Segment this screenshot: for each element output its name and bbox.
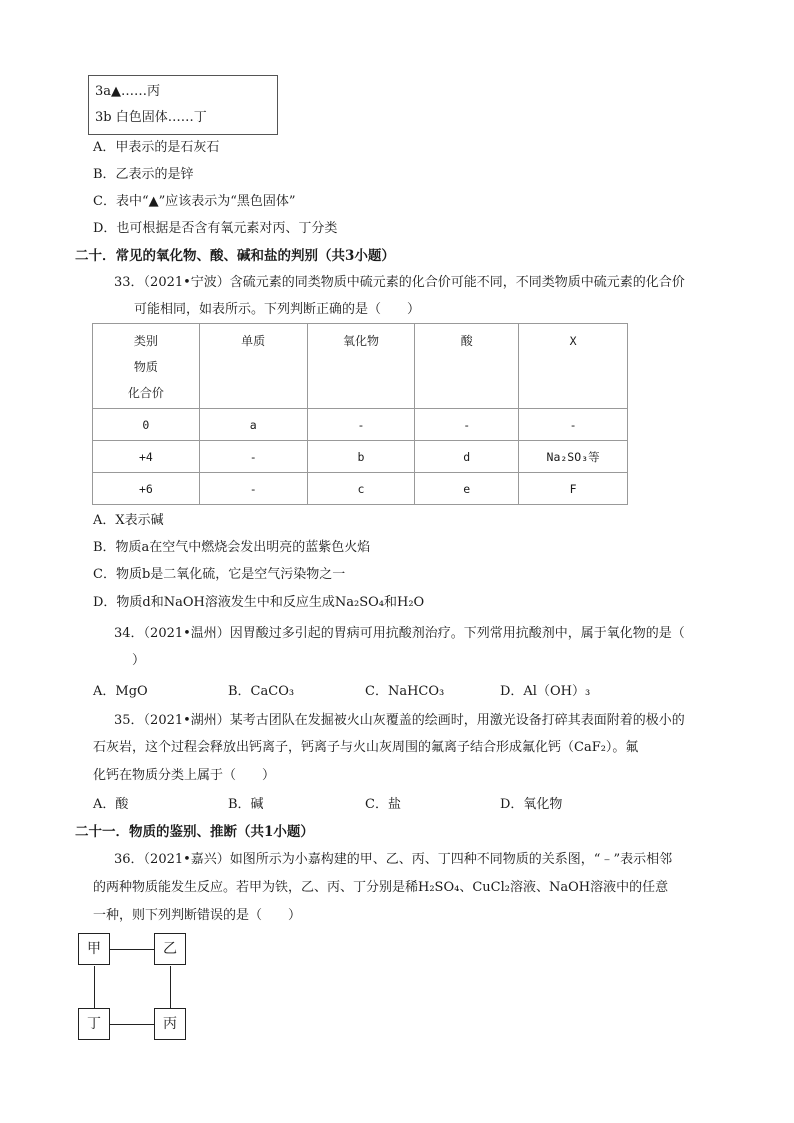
link-yi-bing — [170, 966, 171, 1008]
q35-stem-line1: 35．（2021•湖州）某考古团队在发掘被火山灰覆盖的绘画时，用激光设备打碎其表面附着的极小的 — [114, 713, 685, 728]
q32-option-d: D．也可根据是否含有氧元素对丙、丁分类 — [93, 221, 338, 236]
section-20-heading: 二十．常见的氧化物、酸、碱和盐的判别（共3小题） — [75, 248, 395, 264]
sulfur-valence-table — [92, 323, 628, 505]
q33-option-c: C．物质b是二氧化硫，它是空气污染物之一 — [93, 567, 346, 582]
table-row — [93, 441, 628, 473]
q36-stem-line3: 一种，则下列判断错误的是（ ） — [93, 908, 302, 923]
q35-option-d: D．氧化物 — [500, 797, 563, 812]
section-21-heading: 二十一．物质的鉴别、推断（共1小题） — [75, 824, 314, 840]
q34-stem-line2: ） — [132, 653, 146, 668]
table-cell: 0 — [93, 409, 200, 441]
node-yi: 乙 — [154, 933, 186, 965]
table-cell: - — [519, 409, 628, 441]
corner-label-substance: 物质 — [133, 360, 158, 374]
link-jia-ding — [94, 966, 95, 1008]
q34-option-a: A．MgO — [93, 684, 148, 699]
q35-option-c: C．盐 — [365, 797, 401, 812]
q33-option-b: B．物质a在空气中燃烧会发出明亮的蓝紫色火焰 — [93, 540, 371, 555]
table-cell: +6 — [93, 473, 200, 505]
q32-option-a: A．甲表示的是石灰石 — [93, 140, 220, 155]
header-acid: 酸 — [415, 324, 519, 409]
link-ding-bing — [110, 1024, 154, 1025]
key-line-3a: 3a▲……丙 — [95, 84, 161, 99]
header-oxide: 氧化物 — [307, 324, 415, 409]
q35-stem-line2: 石灰岩，这个过程会释放出钙离子，钙离子与火山灰周围的氟离子结合形成氟化钙（CaF₂）。氟 — [93, 740, 639, 755]
link-jia-yi — [110, 949, 154, 950]
header-x: X — [519, 324, 628, 409]
table-cell: +4 — [93, 441, 200, 473]
table-cell: - — [307, 409, 415, 441]
table-cell: - — [199, 473, 307, 505]
q33-stem-line1: 33．（2021•宁波）含硫元素的同类物质中硫元素的化合价可能不同，不同类物质中硫元素的化合价 — [114, 275, 685, 290]
q34-option-d: D．Al（OH）₃ — [500, 684, 591, 699]
node-ding: 丁 — [78, 1008, 110, 1040]
table-cell: a — [199, 409, 307, 441]
key-table-fragment — [88, 75, 278, 135]
q34-stem-line1: 34．（2021•温州）因胃酸过多引起的胃病可用抗酸剂治疗。下列常用抗酸剂中，属于氧化物的是（ — [114, 626, 685, 641]
table-cell: - — [199, 441, 307, 473]
table-row — [93, 473, 628, 505]
q35-option-b: B．碱 — [228, 797, 264, 812]
table-cell: e — [415, 473, 519, 505]
corner-label-category: 类别 — [133, 334, 158, 348]
q36-stem-line2: 的两种物质能发生反应。若甲为铁，乙、丙、丁分别是稀H₂SO₄、CuCl₂溶液、NaOH溶液中的任意 — [93, 880, 669, 895]
table-corner-header — [93, 324, 200, 409]
q32-option-b: B．乙表示的是锌 — [93, 167, 194, 182]
q32-option-c: C．表中“▲”应该表示为“黑色固体” — [93, 194, 296, 209]
table-cell: Na₂SO₃等 — [519, 441, 628, 473]
q33-option-a: A．X表示碱 — [93, 513, 164, 528]
table-cell: - — [415, 409, 519, 441]
q34-option-c: C．NaHCO₃ — [365, 684, 445, 699]
q36-stem-line1: 36．（2021•嘉兴）如图所示为小嘉构建的甲、乙、丙、丁四种不同物质的关系图，“﹣”表示相邻 — [114, 852, 673, 867]
q34-option-b: B．CaCO₃ — [228, 684, 295, 699]
q33-stem-line2: 可能相同，如表所示。下列判断正确的是（ ） — [134, 302, 421, 317]
table-cell: F — [519, 473, 628, 505]
q35-stem-line3: 化钙在物质分类上属于（ ） — [93, 768, 276, 783]
table-row — [93, 409, 628, 441]
q35-option-a: A．酸 — [93, 797, 129, 812]
corner-label-valence: 化合价 — [127, 386, 164, 400]
table-cell: c — [307, 473, 415, 505]
key-line-3b: 3b 白色固体……丁 — [95, 110, 207, 125]
header-element: 单质 — [199, 324, 307, 409]
table-cell: d — [415, 441, 519, 473]
q33-option-d: D．物质d和NaOH溶液发生中和反应生成Na₂SO₄和H₂O — [93, 595, 425, 610]
node-bing: 丙 — [154, 1008, 186, 1040]
table-cell: b — [307, 441, 415, 473]
node-jia: 甲 — [78, 933, 110, 965]
